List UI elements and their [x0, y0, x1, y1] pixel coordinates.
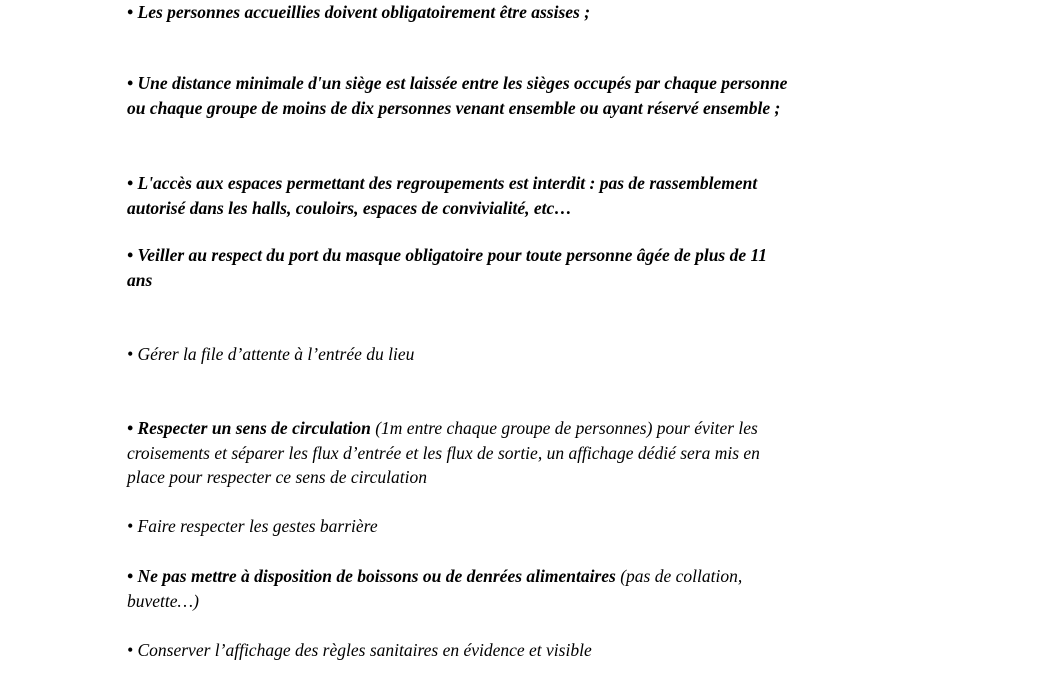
rule-mask-line-1: • Veiller au respect du port du masque obligatoire pour toute personne âgée de plus de 11: [127, 245, 768, 265]
rule-drinks-line-1: [127, 564, 942, 589]
rule-barrier: [127, 514, 942, 539]
rule-distance-line-2: ou chaque groupe de moins de dix personnes venant ensemble ou ayant réservé ensemble ;: [127, 97, 781, 118]
rule-barrier-text: • Faire respecter les gestes barrière: [127, 516, 378, 536]
rule-mask: [127, 243, 942, 292]
rule-seated: [127, 0, 942, 25]
rule-mask-line-2: ans: [127, 269, 153, 290]
rule-circulation-detail: (1m entre chaque groupe de personnes) pour éviter les: [370, 418, 758, 438]
rule-circulation-line-2: croisements et séparer les flux d’entrée et les flux de sortie, un affichage dédié sera mis en: [127, 442, 760, 463]
rule-gathering-line-1: • L'accès aux espaces permettant des regroupements est interdit : pas de rassemblement: [127, 173, 758, 193]
rule-circulation-line-1: [127, 416, 942, 441]
rule-display-text: • Conserver l’affichage des règles sanitaires en évidence et visible: [127, 640, 592, 660]
rule-circulation: [127, 416, 942, 490]
rule-distance-line-1: • Une distance minimale d'un siège est laissée entre les sièges occupés par chaque personne: [127, 73, 788, 93]
rule-drinks-detail: (pas de collation,: [615, 566, 743, 586]
rule-queue-text: • Gérer la file d’attente à l’entrée du lieu: [127, 344, 415, 364]
rule-gathering-line-2: autorisé dans les halls, couloirs, espaces de convivialité, etc…: [127, 197, 572, 218]
rule-gathering: [127, 171, 942, 220]
rule-drinks-bold: • Ne pas mettre à disposition de boissons ou de denrées alimentaires: [127, 566, 616, 586]
rule-distance: [127, 71, 942, 120]
rule-circulation-bold: • Respecter un sens de circulation: [127, 418, 371, 438]
rule-drinks: [127, 564, 942, 613]
rule-queue: [127, 342, 942, 367]
rule-circulation-line-3: place pour respecter ce sens de circulation: [127, 467, 428, 487]
rule-seated-text: • Les personnes accueillies doivent obligatoirement être assises ;: [127, 2, 591, 22]
rule-drinks-line-2: buvette…): [127, 590, 199, 611]
rule-display: [127, 638, 942, 663]
